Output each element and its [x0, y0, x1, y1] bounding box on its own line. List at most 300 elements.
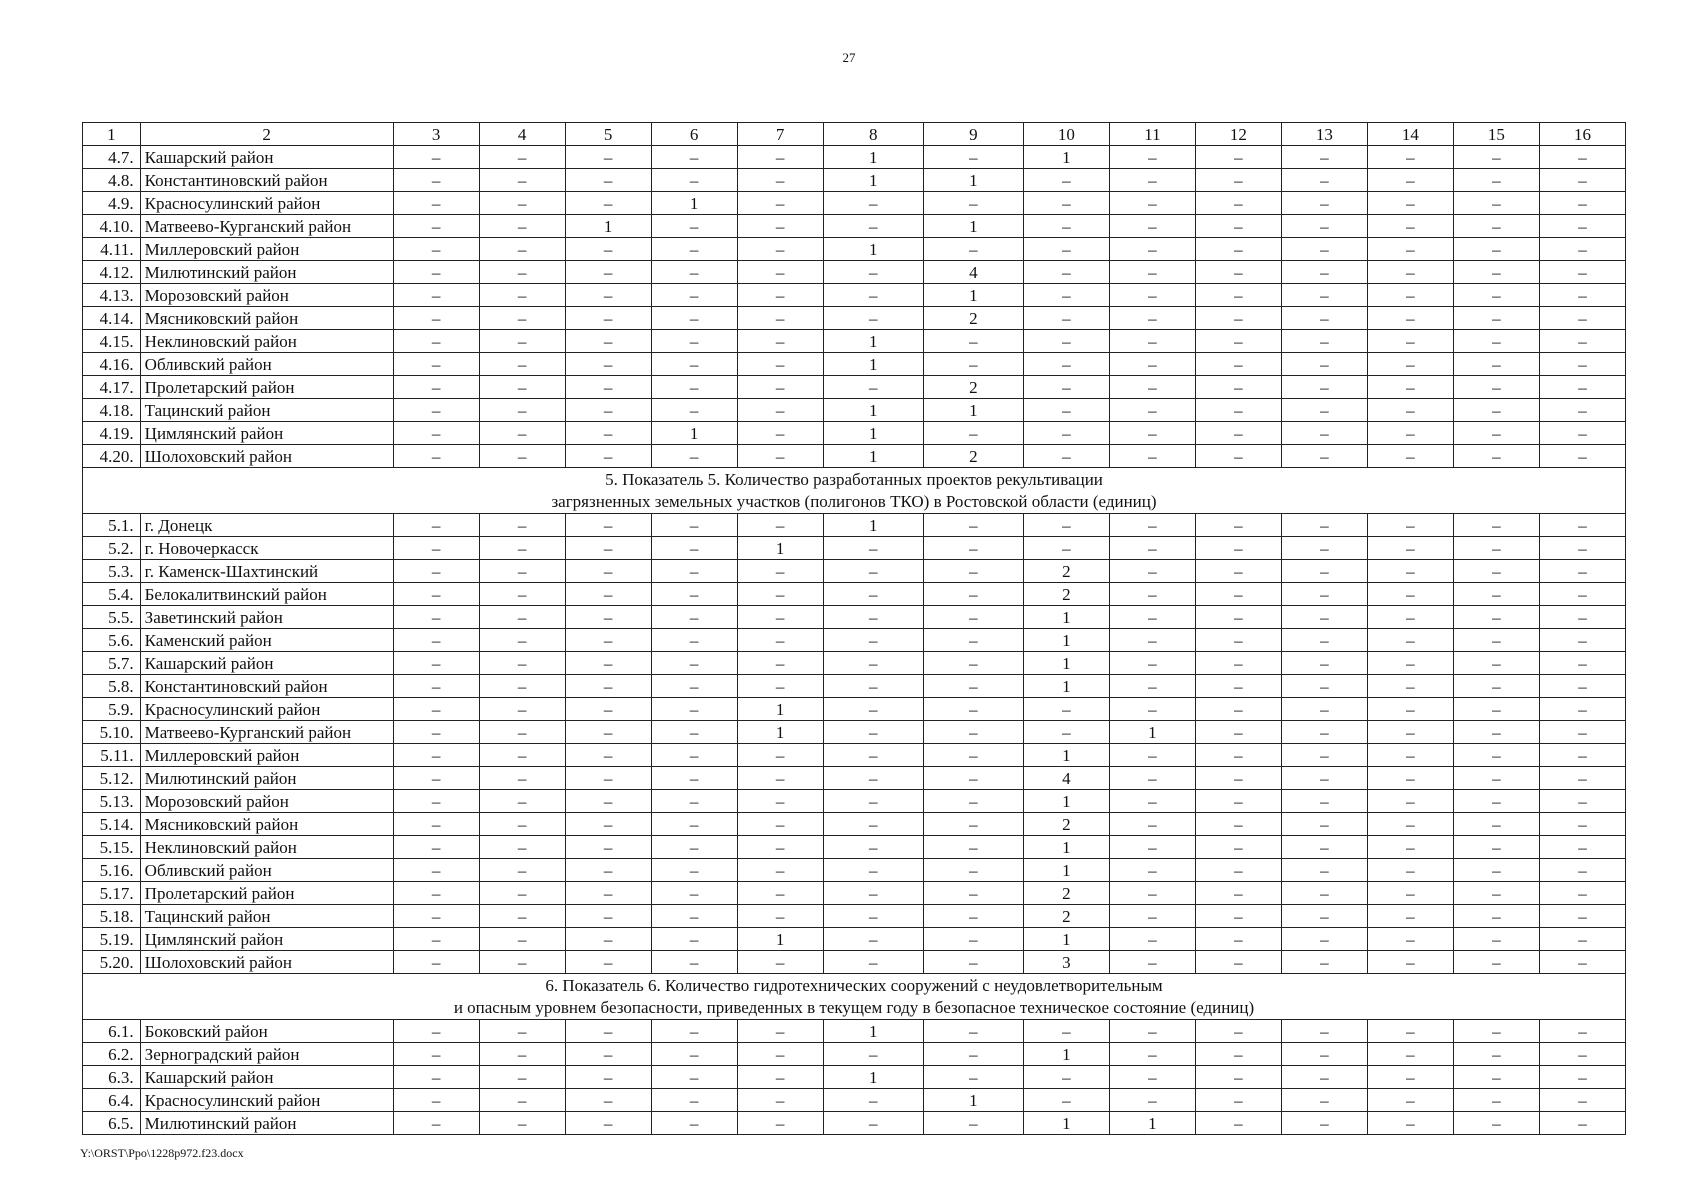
value-cell: – [737, 215, 823, 238]
value-cell: – [1023, 1066, 1109, 1089]
row-number: 5.3. [83, 560, 141, 583]
value-cell: – [1539, 1043, 1625, 1066]
value-cell: – [737, 744, 823, 767]
value-cell: – [1539, 813, 1625, 836]
value-cell: – [823, 1112, 923, 1135]
value-cell: – [823, 928, 923, 951]
district-name: Обливский район [140, 859, 393, 882]
district-name: Цимлянский район [140, 928, 393, 951]
value-cell: – [1281, 238, 1367, 261]
value-cell: 1 [823, 1020, 923, 1043]
table-row [83, 1112, 1626, 1135]
value-cell: – [1453, 790, 1539, 813]
value-cell: – [1539, 583, 1625, 606]
value-cell: – [1195, 675, 1281, 698]
value-cell: – [1023, 1089, 1109, 1112]
value-cell: – [565, 514, 651, 537]
value-cell: – [393, 445, 479, 468]
value-cell: – [737, 307, 823, 330]
district-name: Милютинский район [140, 261, 393, 284]
value-cell: – [1539, 307, 1625, 330]
value-cell: – [565, 353, 651, 376]
value-cell: – [1539, 560, 1625, 583]
value-cell: – [393, 284, 479, 307]
value-cell: – [1281, 583, 1367, 606]
value-cell: – [1539, 744, 1625, 767]
value-cell: – [393, 146, 479, 169]
value-cell: – [1367, 744, 1453, 767]
row-number: 4.8. [83, 169, 141, 192]
value-cell: – [1539, 261, 1625, 284]
value-cell: – [479, 836, 565, 859]
column-number-cell: 3 [393, 123, 479, 146]
value-cell: – [1195, 514, 1281, 537]
value-cell: – [479, 813, 565, 836]
value-cell: – [651, 1112, 737, 1135]
section-header-row [83, 974, 1626, 1020]
value-cell: – [737, 1043, 823, 1066]
value-cell: – [479, 1089, 565, 1112]
value-cell: – [1109, 951, 1195, 974]
district-name: г. Каменск-Шахтинский [140, 560, 393, 583]
value-cell: – [1281, 928, 1367, 951]
table-row [83, 169, 1626, 192]
value-cell: – [651, 353, 737, 376]
district-name: Милютинский район [140, 1112, 393, 1135]
value-cell: – [1539, 238, 1625, 261]
value-cell: – [1539, 905, 1625, 928]
value-cell: – [479, 1066, 565, 1089]
value-cell: – [393, 537, 479, 560]
value-cell: – [737, 422, 823, 445]
value-cell: – [1539, 1089, 1625, 1112]
value-cell: – [1195, 606, 1281, 629]
row-number: 6.3. [83, 1066, 141, 1089]
value-cell: – [565, 169, 651, 192]
table-row [83, 514, 1626, 537]
value-cell: – [1453, 146, 1539, 169]
value-cell: – [1281, 790, 1367, 813]
value-cell: – [1281, 1020, 1367, 1043]
value-cell: – [1109, 928, 1195, 951]
value-cell: – [1281, 629, 1367, 652]
table-row [83, 1043, 1626, 1066]
value-cell: 2 [923, 307, 1023, 330]
value-cell: – [823, 192, 923, 215]
row-number: 4.13. [83, 284, 141, 307]
value-cell: – [651, 790, 737, 813]
value-cell: – [1367, 1112, 1453, 1135]
value-cell: – [1109, 284, 1195, 307]
value-cell: – [823, 537, 923, 560]
section-title-line: 6. Показатель 6. Количество гидротехнических сооружений с неудовлетворительным [545, 975, 1163, 995]
table-row [83, 675, 1626, 698]
table-row [83, 376, 1626, 399]
row-number: 5.11. [83, 744, 141, 767]
value-cell: – [1195, 192, 1281, 215]
column-number-cell: 12 [1195, 123, 1281, 146]
row-number: 6.4. [83, 1089, 141, 1112]
value-cell: 1 [823, 169, 923, 192]
value-cell: – [651, 1066, 737, 1089]
value-cell: – [651, 330, 737, 353]
value-cell: – [737, 169, 823, 192]
value-cell: – [1539, 1112, 1625, 1135]
table-row [83, 629, 1626, 652]
value-cell: – [1367, 1066, 1453, 1089]
value-cell: – [393, 767, 479, 790]
value-cell: – [565, 284, 651, 307]
value-cell: – [479, 261, 565, 284]
value-cell: 2 [1023, 583, 1109, 606]
value-cell: – [737, 146, 823, 169]
column-number-cell: 5 [565, 123, 651, 146]
value-cell: – [737, 675, 823, 698]
row-number: 5.14. [83, 813, 141, 836]
value-cell: – [1453, 859, 1539, 882]
value-cell: – [393, 215, 479, 238]
table-row [83, 422, 1626, 445]
value-cell: – [923, 1020, 1023, 1043]
value-cell: – [651, 1043, 737, 1066]
value-cell: – [565, 376, 651, 399]
value-cell: – [1109, 399, 1195, 422]
value-cell: – [923, 951, 1023, 974]
value-cell: – [651, 169, 737, 192]
value-cell: – [1539, 399, 1625, 422]
table-row [83, 238, 1626, 261]
value-cell: – [565, 606, 651, 629]
value-cell: – [823, 698, 923, 721]
value-cell: – [1023, 307, 1109, 330]
table-row [83, 399, 1626, 422]
value-cell: – [1195, 744, 1281, 767]
value-cell: – [1367, 330, 1453, 353]
value-cell: – [479, 721, 565, 744]
value-cell: – [1367, 514, 1453, 537]
row-number: 5.2. [83, 537, 141, 560]
row-number: 5.6. [83, 629, 141, 652]
value-cell: – [923, 859, 1023, 882]
value-cell: – [1281, 744, 1367, 767]
value-cell: – [1023, 261, 1109, 284]
table-row [83, 146, 1626, 169]
value-cell: – [1281, 1089, 1367, 1112]
value-cell: 1 [737, 537, 823, 560]
value-cell: – [1367, 790, 1453, 813]
value-cell: – [823, 307, 923, 330]
value-cell: – [1195, 629, 1281, 652]
value-cell: – [1367, 1043, 1453, 1066]
value-cell: – [1367, 169, 1453, 192]
value-cell: – [1539, 192, 1625, 215]
table-row [83, 790, 1626, 813]
value-cell: – [1281, 905, 1367, 928]
value-cell: – [565, 1020, 651, 1043]
table-row [83, 353, 1626, 376]
value-cell: – [737, 1066, 823, 1089]
value-cell: – [1367, 1089, 1453, 1112]
value-cell: – [823, 284, 923, 307]
value-cell: – [923, 905, 1023, 928]
value-cell: 1 [1023, 146, 1109, 169]
district-name: Шолоховский район [140, 445, 393, 468]
value-cell: – [1367, 422, 1453, 445]
value-cell: – [565, 629, 651, 652]
value-cell: – [1453, 882, 1539, 905]
section-header-row [83, 468, 1626, 514]
value-cell: – [737, 514, 823, 537]
value-cell: – [1281, 307, 1367, 330]
column-number-cell: 2 [140, 123, 393, 146]
district-name: Мясниковский район [140, 307, 393, 330]
value-cell: – [823, 951, 923, 974]
value-cell: – [1539, 537, 1625, 560]
value-cell: – [1367, 307, 1453, 330]
value-cell: – [479, 583, 565, 606]
district-name: Морозовский район [140, 284, 393, 307]
value-cell: – [479, 1020, 565, 1043]
district-name: Кашарский район [140, 1066, 393, 1089]
value-cell: – [1109, 652, 1195, 675]
district-name: Кашарский район [140, 652, 393, 675]
value-cell: – [565, 721, 651, 744]
value-cell: 1 [1023, 652, 1109, 675]
value-cell: – [1281, 215, 1367, 238]
column-number-cell: 9 [923, 123, 1023, 146]
value-cell: 1 [737, 721, 823, 744]
district-name: Красносулинский район [140, 192, 393, 215]
value-cell: – [1195, 215, 1281, 238]
value-cell: – [479, 629, 565, 652]
value-cell: – [1453, 399, 1539, 422]
page-number: 27 [842, 50, 856, 65]
value-cell: – [923, 606, 1023, 629]
value-cell: – [923, 422, 1023, 445]
value-cell: 1 [923, 169, 1023, 192]
value-cell: – [923, 583, 1023, 606]
value-cell: – [1195, 399, 1281, 422]
value-cell: 2 [923, 445, 1023, 468]
value-cell: – [1367, 905, 1453, 928]
value-cell: – [737, 583, 823, 606]
row-number: 4.16. [83, 353, 141, 376]
value-cell: – [1453, 675, 1539, 698]
district-name: Матвеево-Курганский район [140, 721, 393, 744]
value-cell: – [1453, 744, 1539, 767]
value-cell: – [923, 192, 1023, 215]
value-cell: – [1539, 376, 1625, 399]
value-cell: – [393, 514, 479, 537]
value-cell: – [565, 859, 651, 882]
column-number-cell: 13 [1281, 123, 1367, 146]
value-cell: – [1195, 307, 1281, 330]
value-cell: – [1367, 606, 1453, 629]
value-cell: – [479, 284, 565, 307]
indicator-table [82, 122, 1626, 1135]
value-cell: – [1453, 560, 1539, 583]
table-row [83, 606, 1626, 629]
value-cell: – [737, 399, 823, 422]
value-cell: – [1195, 1112, 1281, 1135]
value-cell: – [393, 652, 479, 675]
value-cell: – [1367, 928, 1453, 951]
value-cell: – [923, 790, 1023, 813]
value-cell: – [1453, 836, 1539, 859]
value-cell: – [1281, 951, 1367, 974]
value-cell: – [651, 307, 737, 330]
value-cell: – [1195, 1043, 1281, 1066]
value-cell: – [479, 606, 565, 629]
value-cell: – [1195, 836, 1281, 859]
value-cell: – [393, 169, 479, 192]
value-cell: – [393, 836, 479, 859]
district-name: Неклиновский район [140, 836, 393, 859]
value-cell: – [1453, 307, 1539, 330]
district-name: Обливский район [140, 353, 393, 376]
file-path-footer: Y:\ORST\Ppo\1228p972.f23.docx [80, 1146, 244, 1160]
value-cell: – [651, 882, 737, 905]
row-number: 5.13. [83, 790, 141, 813]
value-cell: – [651, 583, 737, 606]
table-row [83, 767, 1626, 790]
value-cell: 1 [1023, 928, 1109, 951]
district-name: Тацинский район [140, 905, 393, 928]
value-cell: – [479, 652, 565, 675]
value-cell: – [1109, 537, 1195, 560]
value-cell: – [393, 951, 479, 974]
value-cell: 1 [923, 215, 1023, 238]
value-cell: – [565, 652, 651, 675]
value-cell: – [393, 261, 479, 284]
value-cell: 2 [1023, 905, 1109, 928]
value-cell: – [565, 238, 651, 261]
value-cell: – [651, 859, 737, 882]
row-number: 4.10. [83, 215, 141, 238]
value-cell: – [1539, 169, 1625, 192]
value-cell: – [479, 353, 565, 376]
value-cell: – [1109, 813, 1195, 836]
value-cell: 1 [823, 514, 923, 537]
value-cell: – [1109, 859, 1195, 882]
value-cell: – [1453, 1112, 1539, 1135]
value-cell: – [1195, 1020, 1281, 1043]
row-number: 5.7. [83, 652, 141, 675]
value-cell: – [651, 675, 737, 698]
value-cell: 1 [1023, 744, 1109, 767]
value-cell: – [1367, 629, 1453, 652]
value-cell: – [1023, 422, 1109, 445]
value-cell: – [1281, 836, 1367, 859]
value-cell: – [565, 192, 651, 215]
value-cell: – [1453, 951, 1539, 974]
value-cell: – [1023, 169, 1109, 192]
value-cell: – [923, 560, 1023, 583]
value-cell: – [737, 629, 823, 652]
value-cell: – [1023, 192, 1109, 215]
value-cell: – [1109, 215, 1195, 238]
value-cell: – [393, 1112, 479, 1135]
value-cell: – [479, 1043, 565, 1066]
value-cell: – [565, 422, 651, 445]
value-cell: – [737, 790, 823, 813]
value-cell: – [1453, 215, 1539, 238]
value-cell: – [1195, 261, 1281, 284]
district-name: Пролетарский район [140, 882, 393, 905]
value-cell: – [1453, 445, 1539, 468]
value-cell: – [1023, 238, 1109, 261]
value-cell: – [823, 629, 923, 652]
value-cell: – [1195, 859, 1281, 882]
value-cell: – [1195, 905, 1281, 928]
value-cell: – [1023, 514, 1109, 537]
value-cell: – [1367, 698, 1453, 721]
value-cell: – [1023, 445, 1109, 468]
value-cell: – [823, 721, 923, 744]
value-cell: – [1109, 698, 1195, 721]
column-number-cell: 1 [83, 123, 141, 146]
value-cell: – [923, 330, 1023, 353]
district-name: Милютинский район [140, 767, 393, 790]
column-number-cell: 14 [1367, 123, 1453, 146]
value-cell: – [565, 445, 651, 468]
section-title [83, 974, 1626, 1020]
value-cell: – [737, 261, 823, 284]
row-number: 6.1. [83, 1020, 141, 1043]
value-cell: – [1281, 445, 1367, 468]
value-cell: – [565, 1043, 651, 1066]
value-cell: 1 [565, 215, 651, 238]
value-cell: – [1195, 813, 1281, 836]
column-number-cell: 16 [1539, 123, 1625, 146]
district-name: Морозовский район [140, 790, 393, 813]
value-cell: 1 [1023, 790, 1109, 813]
value-cell: – [393, 583, 479, 606]
value-cell: 1 [1023, 675, 1109, 698]
value-cell: – [1281, 882, 1367, 905]
value-cell: – [565, 813, 651, 836]
value-cell: – [737, 353, 823, 376]
value-cell: – [823, 790, 923, 813]
value-cell: 2 [1023, 560, 1109, 583]
value-cell: – [479, 422, 565, 445]
value-cell: – [1023, 376, 1109, 399]
value-cell: – [565, 905, 651, 928]
value-cell: – [1109, 353, 1195, 376]
value-cell: – [737, 882, 823, 905]
value-cell: – [1109, 422, 1195, 445]
value-cell: – [737, 192, 823, 215]
table-row [83, 1066, 1626, 1089]
value-cell: – [1367, 445, 1453, 468]
value-cell: – [393, 353, 479, 376]
value-cell: – [393, 399, 479, 422]
value-cell: – [1195, 560, 1281, 583]
value-cell: – [1453, 422, 1539, 445]
value-cell: – [1109, 376, 1195, 399]
column-number-cell: 6 [651, 123, 737, 146]
value-cell: – [923, 675, 1023, 698]
section-title [83, 468, 1626, 514]
value-cell: – [923, 1066, 1023, 1089]
value-cell: – [393, 1043, 479, 1066]
value-cell: – [651, 905, 737, 928]
value-cell: – [923, 836, 1023, 859]
table-row [83, 537, 1626, 560]
table-row [83, 928, 1626, 951]
value-cell: – [1367, 146, 1453, 169]
value-cell: – [1453, 514, 1539, 537]
